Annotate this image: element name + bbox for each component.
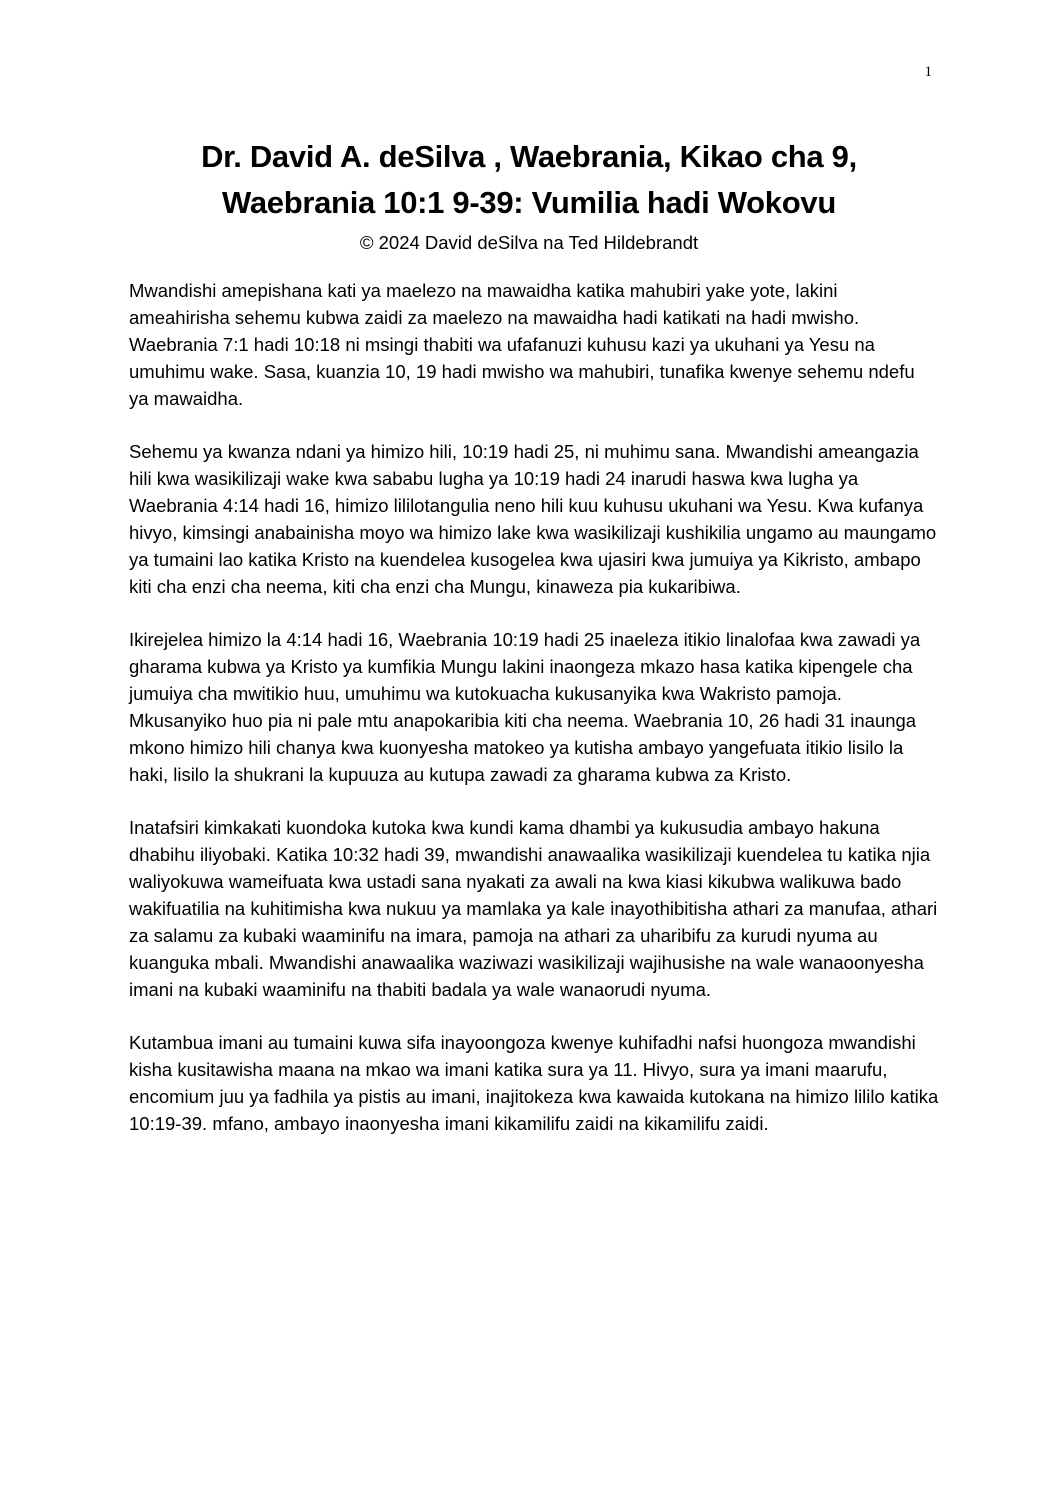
document-title-line-1: Dr. David A. deSilva , Waebrania, Kikao cha 9, bbox=[201, 139, 857, 174]
document-title-line-2: Waebrania 10:1 9-39: Vumilia hadi Wokovu bbox=[222, 185, 836, 220]
paragraph: Mwandishi amepishana kati ya maelezo na mawaidha katika mahubiri yake yote, lakini ameahirisha sehemu kubwa zaidi za maelezo na mawaidha hadi katikati na hadi mwisho. Waebrania 7:1 hadi 10:18 ni msingi thabiti wa ufafanuzi kuhusu kazi ya ukuhani ya Yesu na umuhimu wake. Sasa, kuanzia 10, 19 hadi mwisho wa mahubiri, tunafika kwenye sehemu ndefu ya mawaidha. bbox=[129, 280, 915, 409]
document-body bbox=[129, 277, 939, 1163]
page-number: 1 bbox=[924, 64, 932, 80]
title-block bbox=[60, 134, 998, 258]
paragraph: Inatafsiri kimkakati kuondoka kutoka kwa kundi kama dhambi ya kukusudia ambayo hakuna dhabihu iliyobaki. Katika 10:32 hadi 39, mwandishi anawaalika wasikilizaji kuendelea tu katika njia waliyokuwa wameifuata kwa ustadi sana nyakati za awali na kwa kiasi kikubwa walikuwa bado wakifuatilia na kuhitimisha kwa nukuu ya mamlaka ya kale inayothibitisha athari za manufaa, athari za salamu za kubaki waaminifu na imara, pamoja na athari za uharibifu za kurudi nyuma au kuanguka mbali. Mwandishi anawaalika waziwazi wasikilizaji wajihusishe na wale wanaoonyesha imani na kubaki waaminifu na thabiti badala ya wale wanaorudi nyuma. bbox=[129, 817, 938, 1000]
paragraph: Kutambua imani au tumaini kuwa sifa inayoongoza kwenye kuhifadhi nafsi huongoza mwandishi kisha kusitawisha maana na mkao wa imani katika sura ya 11. Hivyo, sura ya imani maarufu, encomium juu ya fadhila ya pistis au imani, inajitokeza kwa kawaida kutokana na himizo lililo katika 10:19-39. mfano, ambayo inaonyesha imani kikamilifu zaidi na kikamilifu zaidi. bbox=[129, 1032, 939, 1134]
paragraph: Ikirejelea himizo la 4:14 hadi 16, Waebrania 10:19 hadi 25 inaeleza itikio linalofaa kwa zawadi ya gharama kubwa ya Kristo ya kumfikia Mungu lakini inaongeza mkazo hasa katika kipengele cha jumuiya cha mwitikio huu, umuhimu wa kutokuacha kukusanyika kwa Wakristo pamoja. Mkusanyiko huo pia ni pale mtu anapokaribia kiti cha neema. Waebrania 10, 26 hadi 31 inaunga mkono himizo hili chanya kwa kuonyesha matokeo ya kutisha ambayo yangefuata itikio lisilo la haki, lisilo la shukrani la kupuuza au kutupa zawadi za gharama kubwa za Kristo. bbox=[129, 629, 921, 785]
paragraph: Sehemu ya kwanza ndani ya himizo hili, 10:19 hadi 25, ni muhimu sana. Mwandishi ameangazia hili kwa wasikilizaji wake kwa sababu lugha ya 10:19 hadi 24 inarudi haswa kwa lugha ya Waebrania 4:14 hadi 16, himizo lililotangulia neno hili kuu kuhusu ukuhani wa Yesu. Kwa kufanya hivyo, kimsingi anabainisha moyo wa himizo lake kwa wasikilizaji kushikilia ungamo au maungamo ya tumaini lao katika Kristo na kuendelea kusogelea kwa ujasiri kwa jumuiya ya Kikristo, ambapo kiti cha enzi cha neema, kiti cha enzi cha Mungu, kinaweza pia kukaribiwa. bbox=[129, 441, 937, 597]
copyright-notice: © 2024 David deSilva na Ted Hildebrandt bbox=[359, 232, 699, 253]
